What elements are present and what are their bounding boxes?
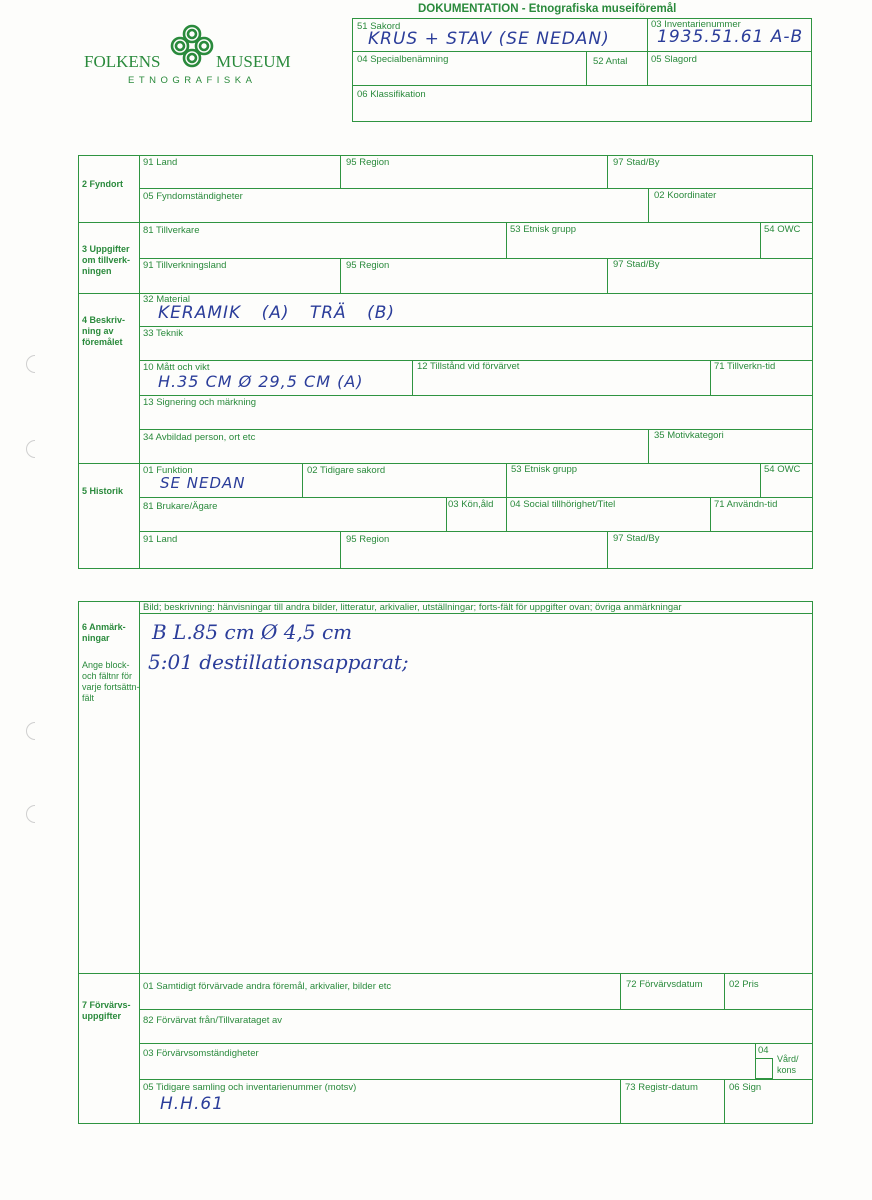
kon-alder-label: 03 Kön,åld	[448, 499, 494, 510]
logo-subtitle: ETNOGRAFISKA	[128, 75, 257, 86]
punch-hole	[26, 355, 44, 373]
material-value: KERAMIK (A) TRÄ (B)	[158, 303, 396, 323]
remark-line-1: B L.85 cm Ø 4,5 cm	[152, 620, 353, 644]
anmarkningar-instruction: Ange block-och fältnr för varje fortsättn-fält	[82, 660, 140, 703]
funktion-label: 01 Funktion	[143, 465, 193, 476]
forvarvsomstandigheter-label: 03 Förvärvsomständigheter	[143, 1048, 259, 1059]
forvarvsdatum-label: 72 Förvärvsdatum	[626, 979, 703, 990]
vard-kons-label: Vård/ kons	[777, 1054, 799, 1075]
tidigare-samling-value: H.H.61	[160, 1094, 225, 1114]
section-beskrivning: 4 Beskriv-ning av föremålet	[82, 315, 126, 347]
historik-owc: 54 OWC	[764, 464, 801, 475]
historik-etnisk-grupp: 53 Etnisk grupp	[511, 464, 578, 475]
section-forvarv: 7 Förvärvs-uppgifter	[82, 1000, 131, 1021]
matt-label: 10 Mått och vikt	[143, 362, 210, 373]
motivkategori-label: 35 Motivkategori	[654, 430, 724, 441]
tidigare-samling-label: 05 Tidigare samling och inventarienummer (motsv)	[143, 1082, 357, 1093]
tidigare-sakord-label: 02 Tidigare sakord	[307, 465, 386, 476]
logo-right-text: MUSEUM	[216, 52, 291, 71]
tillverkningsland: 91 Tillverkningsland	[143, 260, 227, 271]
sakord-value: KRUS + STAV (SE NEDAN)	[368, 29, 610, 49]
vard-number: 04	[758, 1045, 769, 1056]
section-anmarkningar: 6 Anmärk-ningar	[82, 622, 126, 643]
signering-label: 13 Signering och märkning	[143, 397, 257, 408]
tillverkn-tid-label: 71 Tillverkn-tid	[714, 361, 776, 372]
samtidigt-forvarvade-label: 01 Samtidigt förvärvade andra föremål, arkivalier, bilder etc	[143, 981, 392, 992]
historik-stad: 97 Stad/By	[613, 533, 660, 544]
remark-line-2: 5:01 destillationsapparat;	[148, 650, 409, 674]
field-antal: 52 Antal	[593, 56, 628, 67]
historik-land: 91 Land	[143, 534, 178, 545]
teknik-label: 33 Teknik	[143, 328, 183, 339]
tillverkning-region: 95 Region	[346, 260, 390, 271]
anvandn-tid-label: 71 Användn-tid	[714, 499, 778, 510]
tillverkning-etnisk-grupp: 53 Etnisk grupp	[510, 224, 577, 235]
funktion-value: SE NEDAN	[160, 474, 246, 492]
avbildad-label: 34 Avbildad person, ort etc	[143, 432, 256, 443]
punch-hole	[26, 722, 44, 740]
fyndort-stad: 97 Stad/By	[613, 157, 660, 168]
punch-hole	[26, 805, 44, 823]
remarks-form-box	[78, 601, 813, 1124]
section-fyndort: 2 Fyndort	[82, 179, 124, 189]
registr-datum-label: 73 Registr-datum	[625, 1082, 698, 1093]
punch-hole	[26, 440, 44, 458]
vard-kons-checkbox[interactable]	[755, 1058, 773, 1079]
sign-label: 06 Sign	[729, 1082, 762, 1093]
fyndort-koordinater: 02 Koordinater	[654, 190, 717, 201]
tillverkning-stad: 97 Stad/By	[613, 259, 660, 270]
field-klassifikation: 06 Klassifikation	[357, 89, 426, 100]
tillverkning-owc: 54 OWC	[764, 224, 801, 235]
matt-value: H.35 CM Ø 29,5 CM (A)	[158, 372, 364, 391]
forvarvat-fran-label: 82 Förvärvat från/Tillvarataget av	[143, 1015, 283, 1026]
anmarkningar-header: Bild; beskrivning: hänvisningar till andra bilder, litteratur, arkivalier, utställningar; forts-fält för uppgifter ovan; övriga anmärkningar	[143, 602, 682, 613]
tillstand-label: 12 Tillstånd vid förvärvet	[417, 361, 520, 372]
inventory-value: 1935.51.61 A-B	[657, 27, 804, 47]
section-historik: 5 Historik	[82, 486, 124, 496]
field-inventarienummer: 03 Inventarienummer	[651, 19, 741, 30]
historik-region: 95 Region	[346, 534, 390, 545]
brukare-label: 81 Brukare/Ägare	[143, 501, 218, 512]
field-sakord: 51 Sakord	[357, 21, 401, 32]
fyndort-land: 91 Land	[143, 157, 178, 168]
fyndort-region: 95 Region	[346, 157, 390, 168]
clover-logo-icon	[168, 22, 216, 70]
material-label: 32 Material	[143, 294, 190, 305]
pris-label: 02 Pris	[729, 979, 759, 990]
fyndort-omstandigheter: 05 Fyndomständigheter	[143, 191, 243, 202]
tillverkare: 81 Tillverkare	[143, 225, 200, 236]
field-specialbenamning: 04 Specialbenämning	[357, 54, 449, 65]
social-label: 04 Social tillhörighet/Titel	[510, 499, 616, 510]
section-tillverkning: 3 Uppgifter om tillverk-ningen	[82, 244, 131, 276]
document-title: DOKUMENTATION - Etnografiska museiföremål	[418, 3, 677, 15]
logo-left-text: FOLKENS	[84, 52, 161, 71]
field-slagord: 05 Slagord	[651, 54, 697, 65]
